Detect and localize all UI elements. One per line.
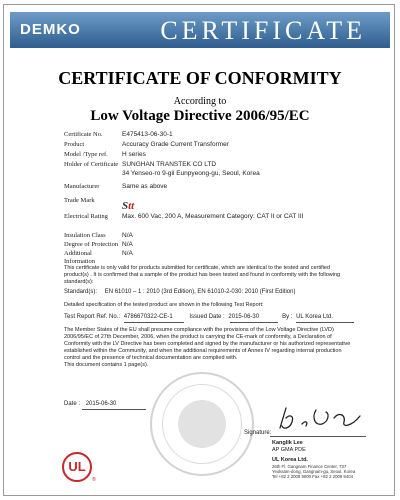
field-value: Accuracy Grade Current Transformer — [122, 141, 229, 148]
seal-watermark — [150, 372, 254, 476]
company-name: UL Korea Ltd. — [272, 457, 308, 463]
by-label: By : — [282, 314, 293, 320]
field-value: N/A — [122, 241, 133, 248]
field-row — [64, 197, 364, 213]
field-value: H series — [122, 151, 146, 158]
trade-mark-logo: Stt — [122, 200, 135, 212]
field-row — [64, 151, 364, 161]
ul-registered-mark: ® — [92, 477, 96, 483]
report-number: 4786670322-CE-1 — [123, 314, 173, 320]
document-title: CERTIFICATE OF CONFORMITY — [58, 68, 342, 88]
trade-mark-value — [122, 197, 364, 212]
company-address-1: 26th Fl. Gangnam Finance Center, 737 — [272, 464, 347, 469]
field-label: Electrical Rating — [64, 213, 108, 220]
field-label: Certificate No. — [64, 131, 103, 138]
field-row — [64, 241, 364, 250]
field-row — [64, 213, 364, 232]
signer-block — [272, 440, 355, 480]
field-row — [64, 141, 364, 151]
test-report-line — [64, 314, 333, 320]
field-label: Product — [64, 141, 85, 148]
company-address-2: Yeoksam-dong, Gangnam-gu, Seoul, Korea — [272, 469, 356, 475]
detailed-spec-text: Detailed specification of the tested product are shown in the following Test Report: — [64, 302, 264, 308]
validity-statement: This certificate is only valid for products submitted for certificate, which are identical to the tested and certified product(s) . It is confirmed that a sample of the product has been tested and found in conformity with the following standard(s): — [64, 265, 341, 285]
field-value: Max. 600 Vac, 200 A, Measurement Category: CAT II or CAT III — [122, 213, 304, 220]
field-row — [64, 161, 364, 170]
brand-logo: DEMKO — [20, 21, 81, 38]
standards-label: Standard(s): — [64, 289, 98, 295]
field-label: Trade Mark — [64, 197, 95, 204]
field-label: Additional Information — [64, 250, 96, 265]
date-underline — [82, 409, 146, 410]
field-label: Insulation Class — [64, 232, 106, 239]
field-row — [64, 131, 364, 141]
date-line — [64, 401, 116, 407]
date-value: 2015-06-30 — [85, 401, 117, 407]
ul-logo-icon: UL — [62, 452, 92, 482]
report-underline — [124, 322, 184, 323]
field-row — [64, 170, 364, 183]
eu-member-statement: The Member States of the EU shall presume compliance with the provisions of the Low Voltage Directive (LVD) 2006/95/EC of 27th December, 2006, when the product is carrying the CE-mark of conformity, a Declaration of Conformity with the LV Directive has been completed and signed by the manufacturer or his authorized representative established within the Community, and when the additional requirements of Annex IV regarding internal production control and the presence of technical documentation are complied with. — [64, 327, 351, 361]
date-label: Date : — [64, 401, 81, 407]
field-value: 34 Yenseo-ro 9-gil Eunpyeong-gu, Seoul, Korea — [122, 170, 260, 177]
handwritten-signature — [272, 400, 368, 436]
by-underline — [296, 322, 354, 323]
signer-name: Kanglik Lee — [272, 440, 303, 446]
signature-label: Signature: — [244, 430, 272, 436]
signer-title: AP GMA PDE — [272, 447, 306, 453]
field-label: Model /Type ref. — [64, 151, 108, 158]
field-label: Manufacturer — [64, 183, 100, 190]
page-count-text: This document contains 1 page(s). — [64, 362, 149, 368]
field-value: Same as above — [122, 183, 168, 190]
field-row — [64, 250, 364, 265]
field-label: Degree of Protection — [64, 241, 119, 248]
field-value: E475413-06-30-1 — [122, 131, 173, 138]
issuer: UL Korea Ltd. — [296, 314, 333, 320]
according-to-text: According to — [173, 96, 227, 107]
field-value: N/A — [122, 250, 133, 257]
issued-label: Issued Date : — [189, 314, 225, 320]
certificate-fields — [64, 131, 364, 265]
directive-title: Low Voltage Directive 2006/95/EC — [90, 108, 310, 124]
seal-center — [178, 400, 226, 448]
issued-date: 2015-06-30 — [228, 314, 260, 320]
field-row — [64, 183, 364, 197]
company-phone: Tel +82 2 2009 9000 Fax +82 2 2009 9404 — [272, 474, 353, 480]
field-row — [64, 232, 364, 241]
field-label: Holder of Certificate — [64, 161, 119, 168]
standards-value: EN 61010 – 1 : 2010 (3rd Edition), EN 61010-2-030: 2010 (First Edition) — [104, 289, 296, 295]
header-banner — [10, 12, 390, 48]
report-label: Test Report Ref. No.: — [64, 314, 121, 320]
issued-underline — [230, 322, 278, 323]
standards-line — [64, 289, 295, 295]
field-value: SUNGHAN TRANSTEK CO LTD — [122, 161, 217, 168]
signature-underline — [270, 436, 366, 437]
field-value: N/A — [122, 232, 133, 239]
banner-title: CERTIFICATE — [160, 16, 366, 45]
